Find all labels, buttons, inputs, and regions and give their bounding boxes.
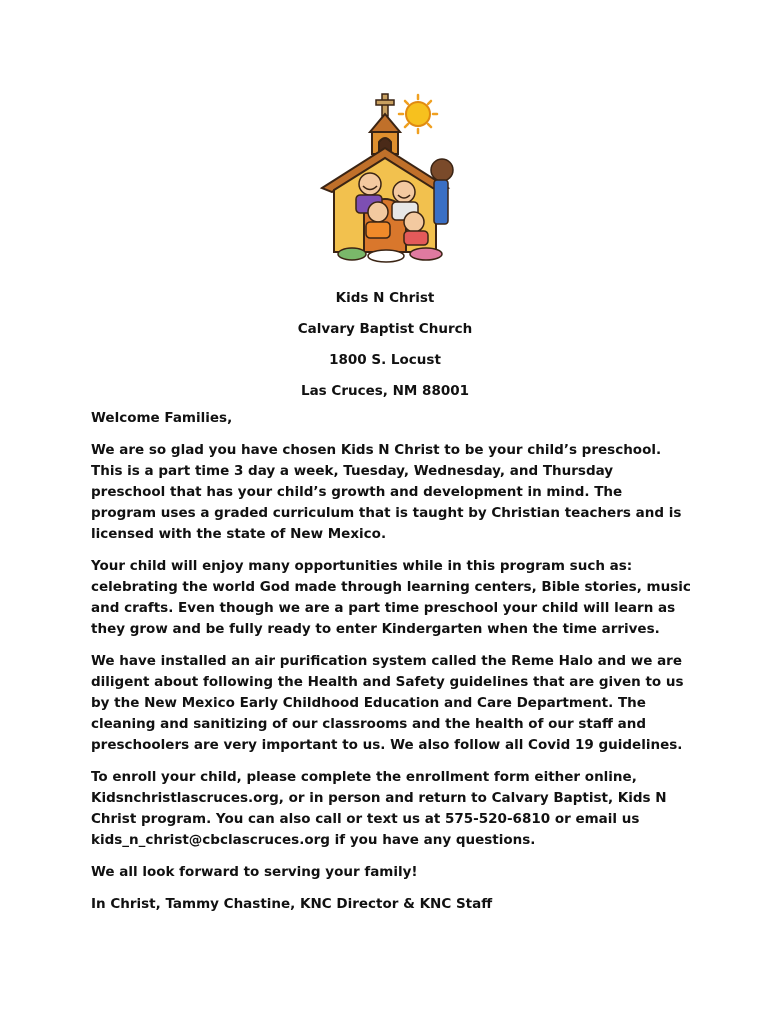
closing-signature: In Christ, Tammy Chastine, KNC Director & KNC Staff (91, 896, 493, 912)
church-name: Calvary Baptist Church (297, 321, 473, 337)
paragraph-health-safety: We have installed an air purification system called the Reme Halo and we are diligent about following the Health and Safety guidelines that are given to us by the New Mexico Early Childhood Education and Care Department. The cleaning and sanitizing of our classrooms and the health of our staff and preschoolers are very important to us. We also follow all Covid 19 guidelines. (91, 653, 684, 753)
street-address: 1800 S. Locust (329, 352, 441, 368)
church-kids-logo (316, 92, 466, 270)
city-state-zip: Las Cruces, NM 88001 (300, 383, 470, 399)
letter-body (91, 408, 691, 926)
greeting: Welcome Families, (91, 410, 233, 426)
paragraph-opportunities: Your child will enjoy many opportunities while in this program such as: celebrating the world God made through learning centers, Bible stories, music and crafts. Even though we are a part time preschool your child will learn as they grow and be fully ready to enter Kindergarten when the time arrives. (91, 558, 691, 637)
paragraph-enrollment: To enroll your child, please complete the enrollment form either online, Kidsnchristlascruces.org, or in person and return to Calvary Baptist, Kids N Christ program. You can also call or text us at 575-520-6810 or email us kids_n_christ@cbclascruces.org if you have any questions. (91, 769, 667, 848)
org-name: Kids N Christ (335, 290, 435, 306)
paragraph-look-forward: We all look forward to serving your family! (91, 864, 418, 880)
sun-icon (399, 95, 437, 133)
kid-right (431, 159, 453, 224)
church-header (0, 283, 770, 407)
paragraph-intro: We are so glad you have chosen Kids N Christ to be your child’s preschool. This is a part time 3 day a week, Tuesday, Wednesday, and Thursday preschool that has your child’s growth and development in mind. The program uses a graded curriculum that is taught by Christian teachers and is licensed with the state of New Mexico. (91, 442, 682, 542)
